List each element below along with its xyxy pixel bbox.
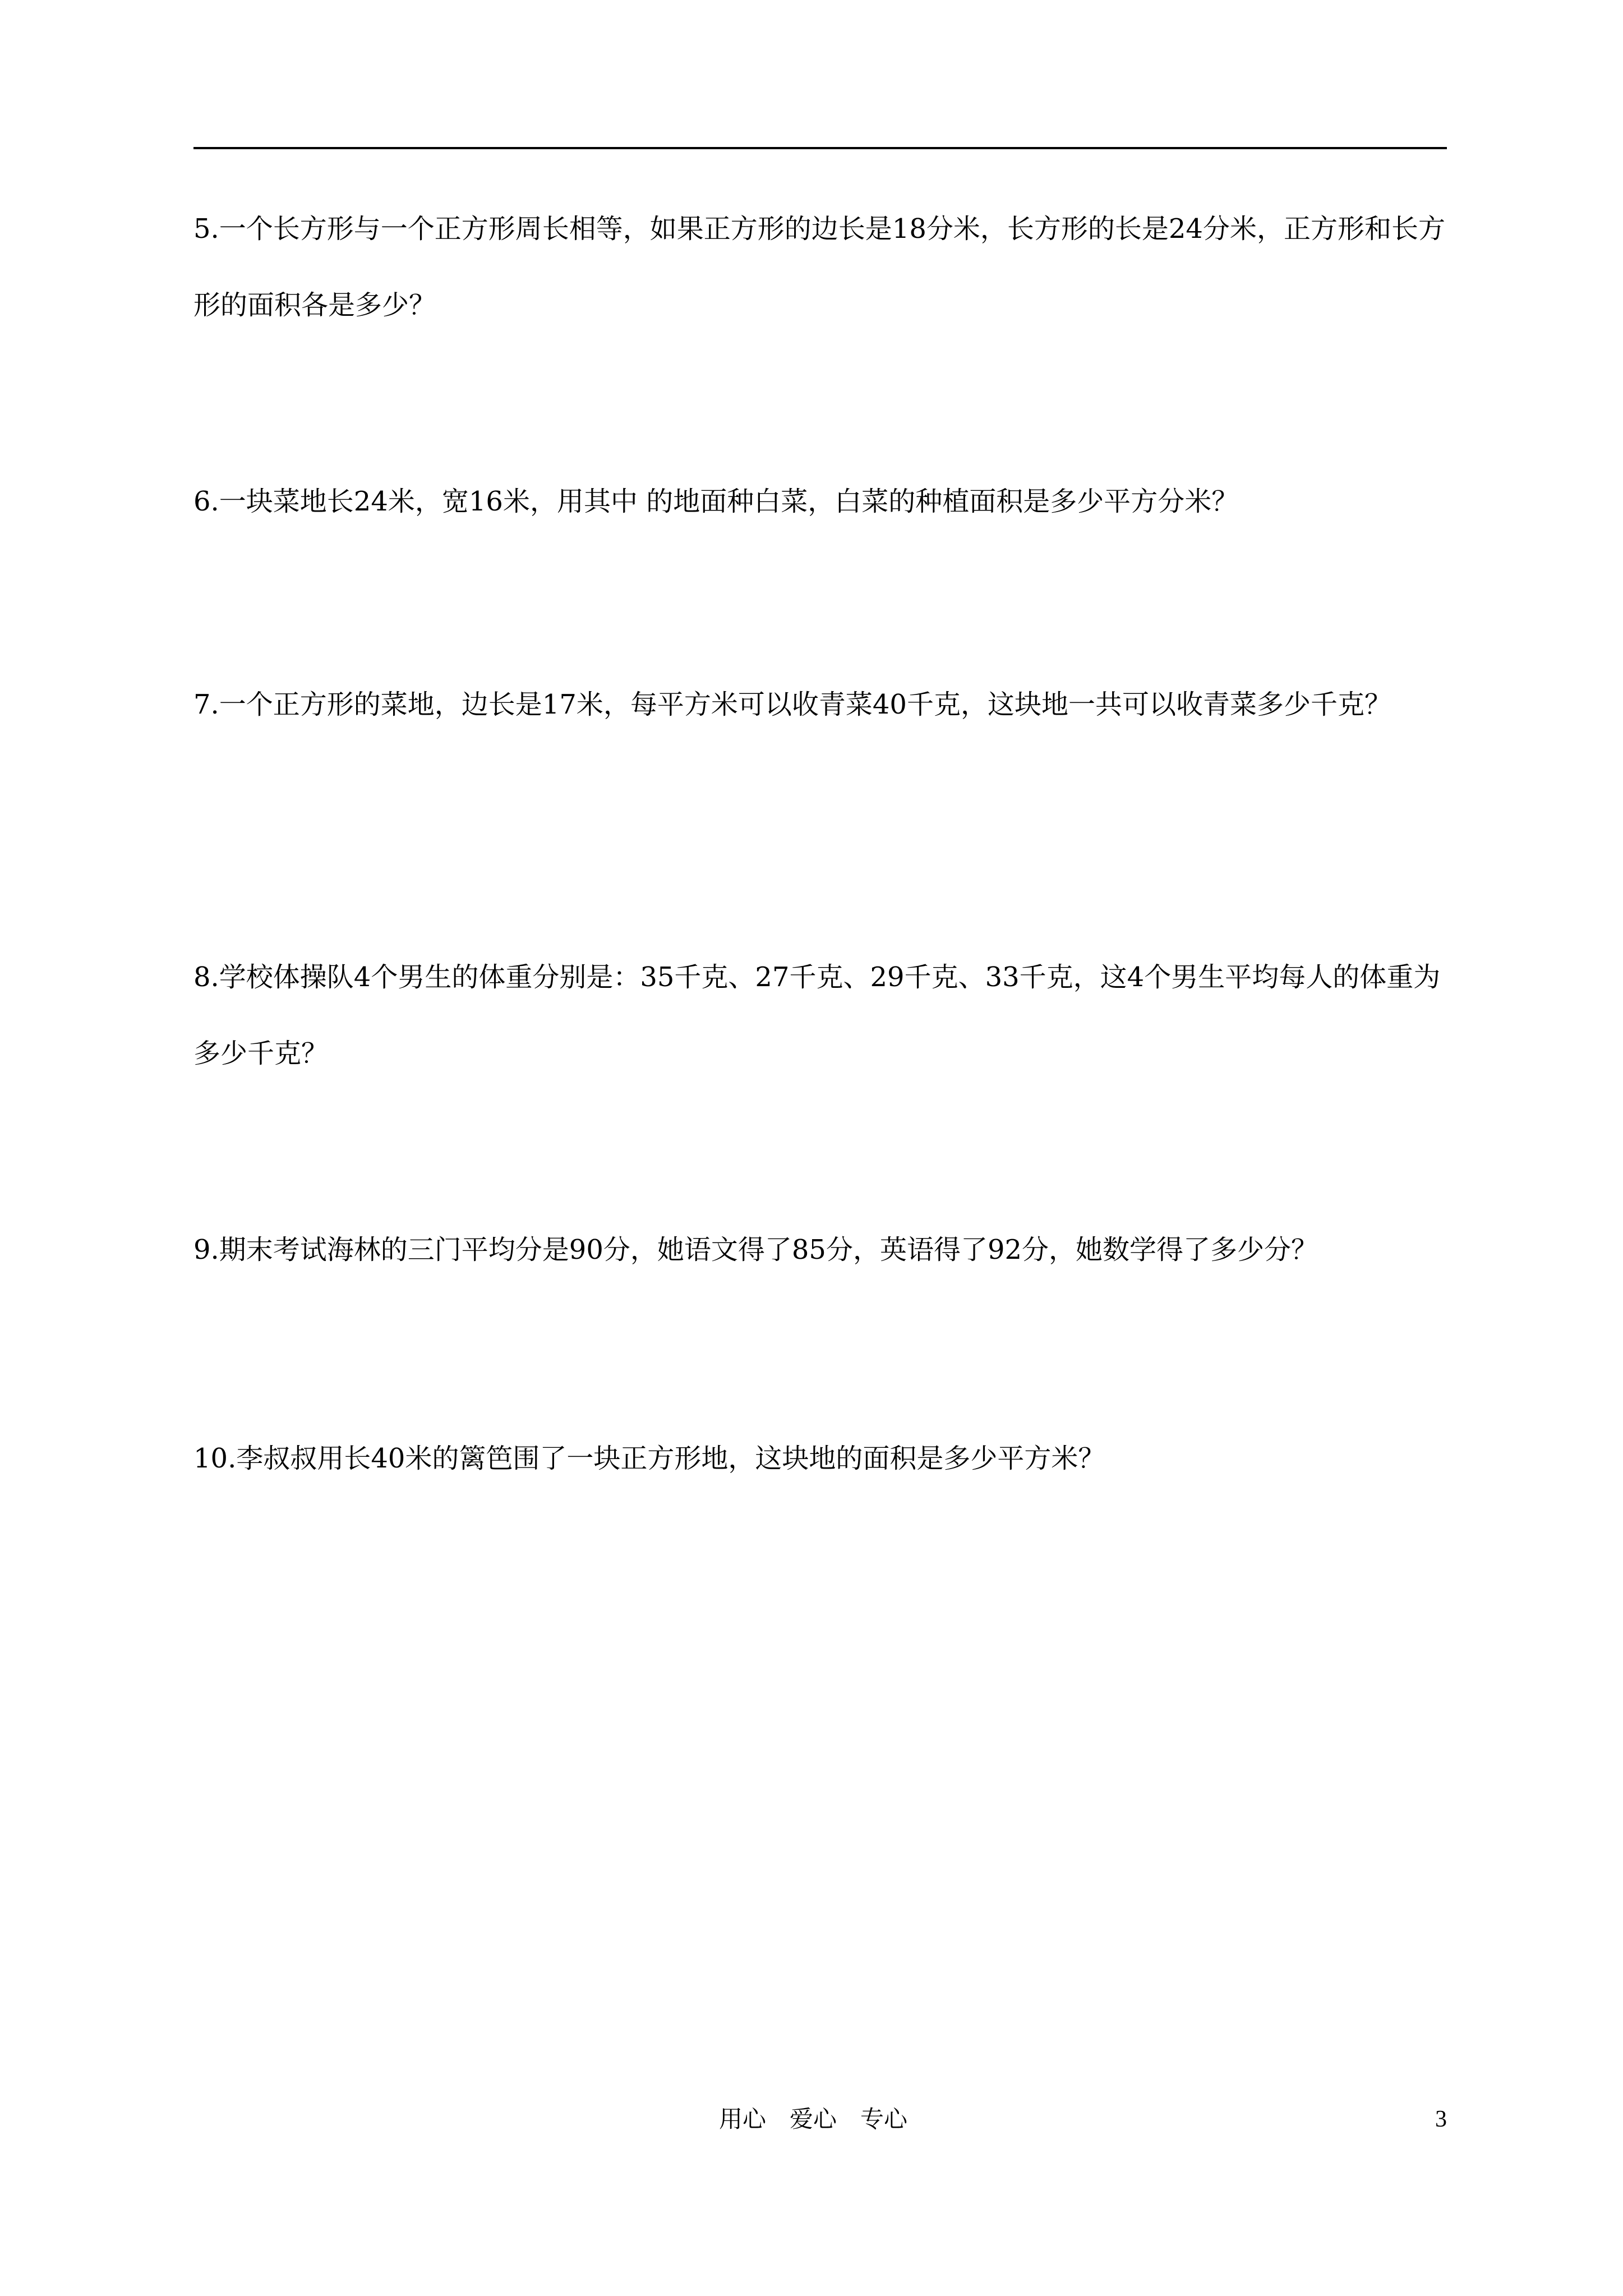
- header-divider: [193, 147, 1447, 149]
- question-10: 10.李叔叔用长40米的篱笆围了一块正方形地，这块地的面积是多少平方米？: [193, 1443, 1105, 1474]
- question-5: 5.一个长方形与一个正方形周长相等，如果正方形的边长是18分米，长方形的长是24分米，正方形和长方形的面积各是多少？: [193, 213, 1445, 321]
- question-9: 9.期末考试海林的三门平均分是90分，她语文得了85分，英语得了92分，她数学得了多少分？: [193, 1234, 1318, 1266]
- question-7: 7.一个正方形的菜地，边长是17米，每平方米可以收青菜40千克，这块地一共可以收青菜多少千克？: [193, 689, 1391, 720]
- question-8: 8.学校体操队4个男生的体重分别是：35千克、27千克、29千克、33千克，这4个男生平均每人的体重为多少千克？: [193, 961, 1441, 1069]
- page-number: 3: [1435, 2106, 1447, 2132]
- question-6: 6.一块菜地长24米，宽16米，用其中 的地面种白菜，白菜的种植面积是多少平方分米？: [193, 486, 1239, 517]
- footer-motto: 用心 爱心 专心: [718, 2105, 907, 2133]
